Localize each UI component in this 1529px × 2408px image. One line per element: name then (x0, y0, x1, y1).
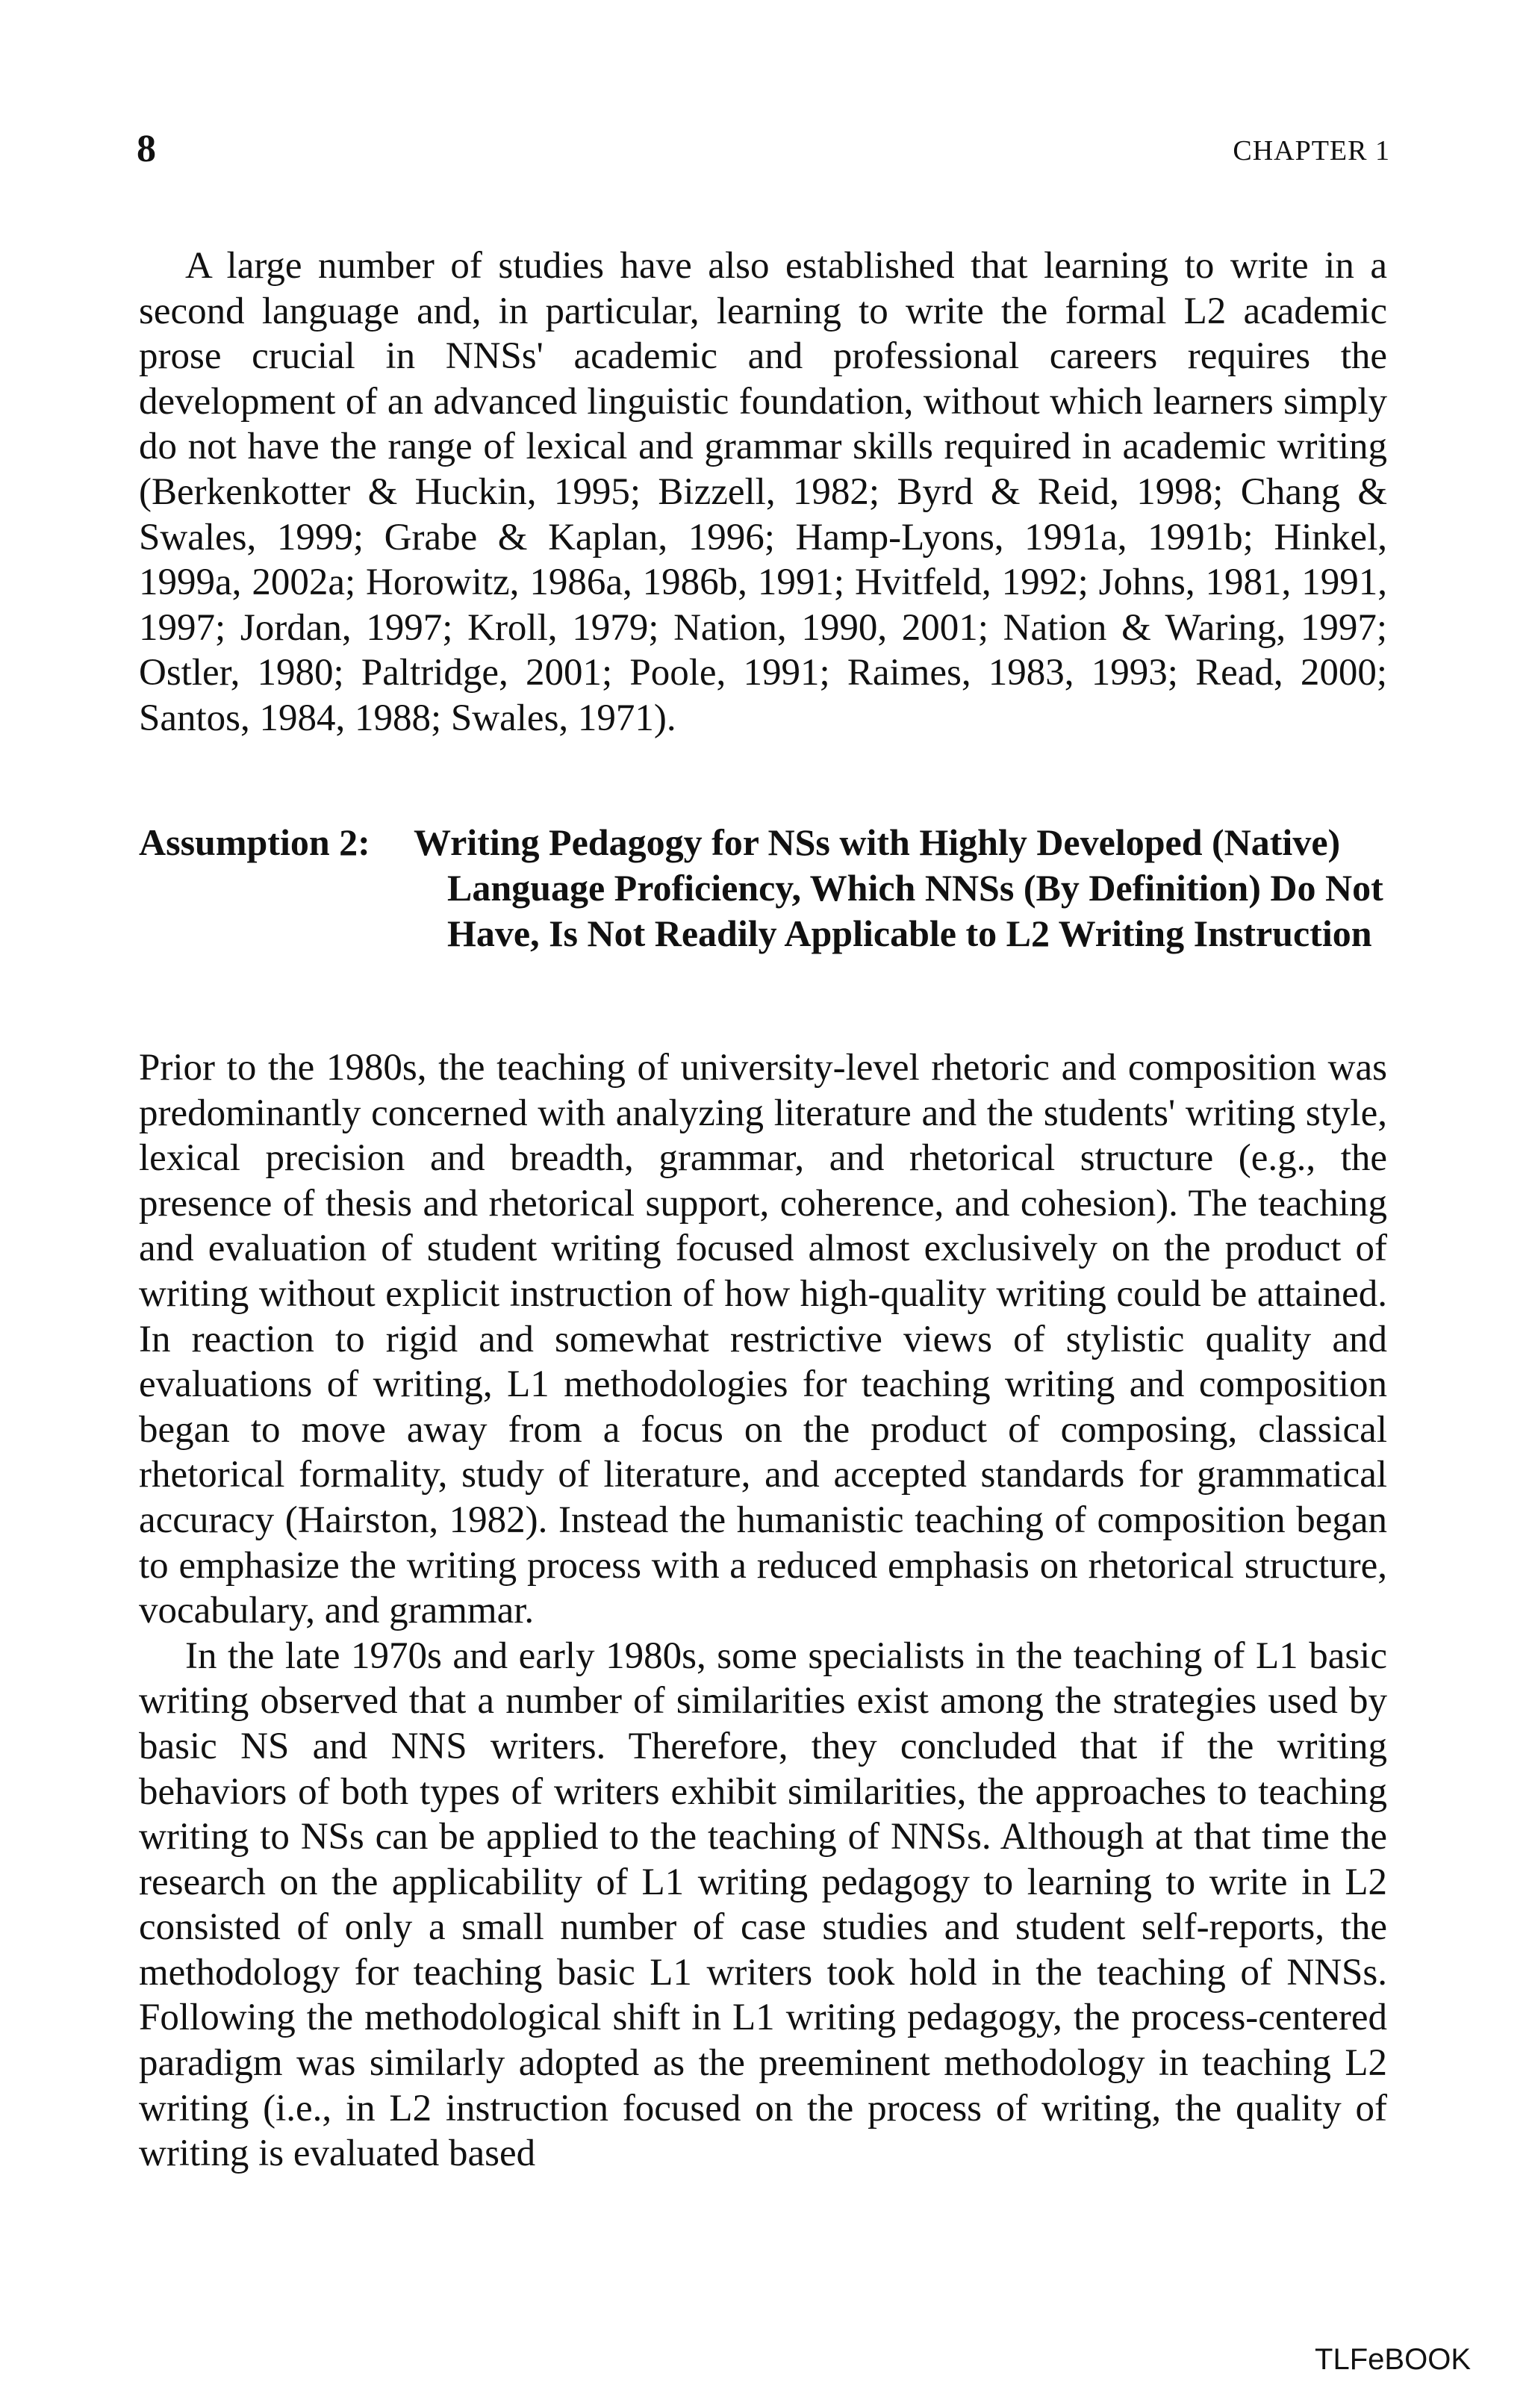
running-head: CHAPTER 1 (1233, 135, 1390, 167)
page-number: 8 (137, 128, 156, 170)
paragraph-2: Prior to the 1980s, the teaching of university-level rhetoric and composition was predominantly concerned with analyzing literature and the students' writing style, lexical precision and breadth, grammar, and rhetorical structure (e.g., the presence of thesis and rhetorical support, coherence, and cohesion). The teaching and evaluation of student writing focused almost exclusively on the product of writing without explicit instruction of how high-quality writing could be attained. In reaction to rigid and somewhat restrictive views of stylistic quality and evaluations of writing, L1 methodologies for teaching writing and composition began to move away from a focus on the product of composing, classical rhetorical formality, study of literature, and accepted standards for grammatical accuracy (Hairston, 1982). Instead the humanistic teaching of composition began to emphasize the writing process with a reduced emphasis on rhetorical structure, vocabulary, and grammar. (139, 1047, 1387, 1632)
section-heading-label: Assumption 2: (139, 821, 370, 863)
section-heading-title: Writing Pedagogy for NSs with Highly Developed (Native) Language Proficiency, Which NNSs (By Definition) Do Not Have, Is Not Readily Applicable to L2 Writing Instruction (414, 821, 1383, 954)
watermark: TLFeBOOK (1315, 2343, 1471, 2376)
paragraph-3: In the late 1970s and early 1980s, some specialists in the teaching of L1 basic writing observed that a number of similarities exist among the strategies used by basic NS and NNS writers. Therefore, they concluded that if the writing behaviors of both types of writers exhibit similarities, the approaches to teaching writing to NSs can be applied to the teaching of NNSs. Although at that time the research on the applicability of L1 writing pedagogy to learning to write in L2 consisted of only a small number of case studies and student self-reports, the methodology for teaching basic L1 writers took hold in the teaching of NNSs. Following the methodological shift in L1 writing pedagogy, the process-centered paradigm was similarly adopted as the preeminent methodology in teaching L2 writing (i.e., in L2 instruction focused on the process of writing, the quality of writing is evaluated based (139, 1634, 1387, 2175)
body-text (139, 1045, 1387, 2177)
paragraph-1: A large number of studies have also established that learning to write in a second language and, in particular, learning to write the formal L2 academic prose crucial in NNSs' academic and professional careers requires the development of an advanced linguistic foundation, without which learners simply do not have the range of lexical and grammar skills required in academic writing (Berkenkotter & Huckin, 1995; Bizzell, 1982; Byrd & Reid, 1998; Chang & Swales, 1999; Grabe & Kaplan, 1996; Hamp-Lyons, 1991a, 1991b; Hinkel, 1999a, 2002a; Horowitz, 1986a, 1986b, 1991; Hvitfeld, 1992; Johns, 1981, 1991, 1997; Jordan, 1997; Kroll, 1979; Nation, 1990, 2001; Nation & Waring, 1997; Ostler, 1980; Paltridge, 2001; Poole, 1991; Raimes, 1983, 1993; Read, 2000; Santos, 1984, 1988; Swales, 1971). (139, 245, 1387, 739)
